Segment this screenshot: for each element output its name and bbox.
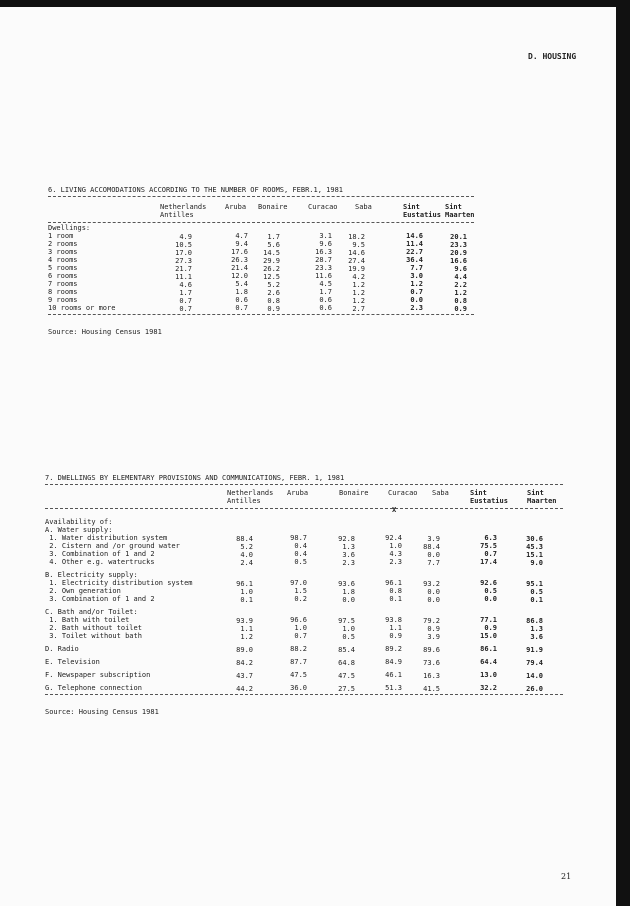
table-cell: 2.7 — [352, 305, 365, 313]
table-cell: 17.6 — [231, 248, 248, 256]
column-header: Bonaire — [258, 203, 288, 211]
table-cell: 86.1 — [480, 645, 497, 653]
table-cell: 0.4 — [294, 550, 307, 558]
row-label: 10 rooms or more — [48, 304, 116, 312]
table-cell: 45.3 — [526, 543, 543, 551]
table-cell: 11.1 — [175, 273, 192, 281]
table-cell: 0.8 — [267, 297, 280, 305]
table-cell: 2.3 — [342, 559, 355, 567]
mark: X — [392, 506, 397, 514]
table-cell: 28.7 — [315, 256, 332, 264]
table-cell: 27.3 — [175, 257, 192, 265]
table-title: 7. DWELLINGS BY ELEMENTARY PROVISIONS AND COMMUNICATIONS, FEBR. 1, 1981 — [45, 474, 345, 482]
table-cell: 5.2 — [267, 281, 280, 289]
table-cell: 96.6 — [290, 616, 307, 624]
table-cell: 4.6 — [179, 281, 192, 289]
table-cell: 0.7 — [484, 550, 497, 558]
table-cell: 96.1 — [385, 579, 402, 587]
table-cell: 64.8 — [338, 659, 355, 667]
table-cell: 21.4 — [231, 264, 248, 272]
divider — [45, 694, 563, 695]
table-cell: 26.0 — [526, 685, 543, 693]
table-cell: 14.0 — [526, 672, 543, 680]
table-cell: 0.0 — [410, 296, 423, 304]
table-cell: 89.6 — [423, 646, 440, 654]
table-cell: 1.7 — [179, 289, 192, 297]
table-cell: 19.9 — [348, 265, 365, 273]
table-cell: 4.4 — [454, 273, 467, 281]
table-cell: 0.5 — [530, 588, 543, 596]
table-cell: 0.8 — [454, 297, 467, 305]
column-header: Sint — [527, 489, 544, 497]
table-cell: 26.2 — [263, 265, 280, 273]
table-cell: 88.2 — [290, 645, 307, 653]
source-note: Source: Housing Census 1981 — [48, 328, 162, 336]
table-cell: 4.2 — [352, 273, 365, 281]
table-cell: 11.4 — [406, 240, 423, 248]
table-cell: 0.4 — [294, 542, 307, 550]
table-cell: 93.2 — [423, 580, 440, 588]
table-cell: 2.3 — [389, 558, 402, 566]
table-cell: 64.4 — [480, 658, 497, 666]
table-cell: 4.0 — [240, 551, 253, 559]
table-cell: 84.9 — [385, 658, 402, 666]
table-cell: 0.0 — [427, 596, 440, 604]
row-label: A. Water supply: — [45, 526, 113, 534]
table-cell: 0.5 — [294, 558, 307, 566]
row-label: 6 rooms — [48, 272, 78, 280]
table-cell: 1.0 — [342, 625, 355, 633]
table-cell: 0.7 — [179, 297, 192, 305]
row-label: 4. Other e.g. watertrucks — [45, 558, 155, 566]
table-cell: 0.0 — [484, 595, 497, 603]
table-cell: 2.3 — [410, 304, 423, 312]
table-cell: 98.7 — [290, 534, 307, 542]
column-header: Maarten — [527, 497, 557, 505]
scan-border-right — [616, 0, 630, 906]
table-cell: 79.4 — [526, 659, 543, 667]
table-cell: 0.6 — [319, 296, 332, 304]
column-header: Sint — [403, 203, 420, 211]
table-cell: 0.1 — [389, 595, 402, 603]
table-cell: 30.6 — [526, 535, 543, 543]
table-cell: 2.4 — [240, 559, 253, 567]
table-cell: 9.4 — [235, 240, 248, 248]
table-cell: 22.7 — [406, 248, 423, 256]
table-cell: 0.0 — [427, 588, 440, 596]
table-cell: 1.3 — [342, 543, 355, 551]
row-label: 1. Bath with toilet — [45, 616, 130, 624]
table-cell: 87.7 — [290, 658, 307, 666]
divider — [45, 508, 563, 509]
table-cell: 1.7 — [267, 233, 280, 241]
row-label: F. Newspaper subscription — [45, 671, 151, 679]
table-cell: 0.7 — [294, 632, 307, 640]
table-cell: 20.9 — [450, 249, 467, 257]
table-cell: 0.1 — [530, 596, 543, 604]
table-cell: 1.1 — [389, 624, 402, 632]
divider — [48, 314, 474, 315]
table-cell: 0.8 — [389, 587, 402, 595]
column-header: Bonaire — [339, 489, 369, 497]
table-cell: 4.7 — [235, 232, 248, 240]
table-cell: 88.4 — [236, 535, 253, 543]
table-cell: 5.4 — [235, 280, 248, 288]
table-cell: 3.6 — [342, 551, 355, 559]
table-cell: 46.1 — [385, 671, 402, 679]
table-cell: 36.4 — [406, 256, 423, 264]
row-label: D. Radio — [45, 645, 79, 653]
table-cell: 9.5 — [352, 241, 365, 249]
table-cell: 0.7 — [179, 305, 192, 313]
table-cell: 96.1 — [236, 580, 253, 588]
table-cell: 27.5 — [338, 685, 355, 693]
column-header: Saba — [432, 489, 449, 497]
table-cell: 4.9 — [179, 233, 192, 241]
table-cell: 0.9 — [267, 305, 280, 313]
table-cell: 1.0 — [240, 588, 253, 596]
divider — [45, 484, 563, 485]
column-header: Maarten — [445, 211, 475, 219]
table-cell: 17.4 — [480, 558, 497, 566]
row-label: 9 rooms — [48, 296, 78, 304]
table-cell: 10.5 — [175, 241, 192, 249]
table-cell: 12.0 — [231, 272, 248, 280]
row-label: G. Telephone connection — [45, 684, 142, 692]
table-cell: 1.2 — [352, 297, 365, 305]
column-header: Antilles — [227, 497, 261, 505]
table-cell: 51.3 — [385, 684, 402, 692]
column-header: Aruba — [225, 203, 247, 211]
table-cell: 16.3 — [423, 672, 440, 680]
table-cell: 11.6 — [315, 272, 332, 280]
table-cell: 1.2 — [352, 281, 365, 289]
table-cell: 92.6 — [480, 579, 497, 587]
table-cell: 0.9 — [389, 632, 402, 640]
table-cell: 23.3 — [315, 264, 332, 272]
table-cell: 14.6 — [406, 232, 423, 240]
table-cell: 0.2 — [294, 595, 307, 603]
table-cell: 14.6 — [348, 249, 365, 257]
table-cell: 15.0 — [480, 632, 497, 640]
table-cell: 16.3 — [315, 248, 332, 256]
table-cell: 26.3 — [231, 256, 248, 264]
table-cell: 0.5 — [342, 633, 355, 641]
table-cell: 79.2 — [423, 617, 440, 625]
table-cell: 47.5 — [290, 671, 307, 679]
row-label: 4 rooms — [48, 256, 78, 264]
source-note: Source: Housing Census 1981 — [45, 708, 159, 716]
row-label: 3. Combination of 1 and 2 — [45, 595, 155, 603]
table-cell: 4.3 — [389, 550, 402, 558]
table-cell: 5.6 — [267, 241, 280, 249]
table-cell: 1.0 — [294, 624, 307, 632]
table-cell: 32.2 — [480, 684, 497, 692]
table-cell: 18.2 — [348, 233, 365, 241]
table-cell: 2.2 — [454, 281, 467, 289]
column-header: Eustatius — [403, 211, 441, 219]
row-label: 2. Bath without toilet — [45, 624, 142, 632]
table-cell: 7.7 — [410, 264, 423, 272]
table-cell: 29.9 — [263, 257, 280, 265]
divider — [48, 222, 474, 223]
table-cell: 1.7 — [319, 288, 332, 296]
page-number: 21 — [561, 872, 572, 881]
table-cell: 16.6 — [450, 257, 467, 265]
table-cell: 5.2 — [240, 543, 253, 551]
column-header: Aruba — [287, 489, 309, 497]
row-label: 3 rooms — [48, 248, 78, 256]
table-cell: 93.8 — [385, 616, 402, 624]
column-header: Eustatius — [470, 497, 508, 505]
table-cell: 12.5 — [263, 273, 280, 281]
table-cell: 1.5 — [294, 587, 307, 595]
table-cell: 1.2 — [454, 289, 467, 297]
column-header: Saba — [355, 203, 372, 211]
table-cell: 36.0 — [290, 684, 307, 692]
table-cell: 47.5 — [338, 672, 355, 680]
table-cell: 23.3 — [450, 241, 467, 249]
column-header: Netherlands — [227, 489, 274, 497]
table-cell: 84.2 — [236, 659, 253, 667]
table-cell: 1.8 — [342, 588, 355, 596]
row-label: 2. Cistern and /or ground water — [45, 542, 180, 550]
table-cell: 6.3 — [484, 534, 497, 542]
table-cell: 17.0 — [175, 249, 192, 257]
table-cell: 97.0 — [290, 579, 307, 587]
table-cell: 1.1 — [240, 625, 253, 633]
table-cell: 0.9 — [484, 624, 497, 632]
column-header: Curacao — [388, 489, 418, 497]
table-cell: 9.6 — [319, 240, 332, 248]
table-cell: 20.1 — [450, 233, 467, 241]
table-cell: 89.2 — [385, 645, 402, 653]
column-header: Sint — [445, 203, 462, 211]
row-label: 2. Own generation — [45, 587, 121, 595]
table-cell: 0.5 — [484, 587, 497, 595]
table-cell: 0.6 — [319, 304, 332, 312]
table-cell: 75.5 — [480, 542, 497, 550]
table-cell: 9.0 — [530, 559, 543, 567]
group-label: Dwellings: — [48, 224, 91, 232]
table-cell: 73.6 — [423, 659, 440, 667]
table-cell: 3.0 — [410, 272, 423, 280]
table-cell: 85.4 — [338, 646, 355, 654]
table-cell: 0.6 — [235, 296, 248, 304]
table-cell: 21.7 — [175, 265, 192, 273]
scan-border-top — [0, 0, 630, 7]
table-cell: 14.5 — [263, 249, 280, 257]
table-cell: 92.8 — [338, 535, 355, 543]
table-cell: 7.7 — [427, 559, 440, 567]
table-cell: 91.9 — [526, 646, 543, 654]
table-cell: 43.7 — [236, 672, 253, 680]
table-cell: 2.6 — [267, 289, 280, 297]
table-cell: 3.9 — [427, 535, 440, 543]
table-cell: 93.9 — [236, 617, 253, 625]
row-label: 7 rooms — [48, 280, 78, 288]
table-cell: 0.9 — [427, 625, 440, 633]
table-cell: 89.0 — [236, 646, 253, 654]
row-label: B. Electricity supply: — [45, 571, 138, 579]
table-cell: 0.0 — [427, 551, 440, 559]
table-cell: 1.3 — [530, 625, 543, 633]
table-title: 6. LIVING ACCOMODATIONS ACCORDING TO THE NUMBER OF ROOMS, FEBR.1, 1981 — [48, 186, 344, 194]
table-cell: 97.5 — [338, 617, 355, 625]
table-cell: 9.6 — [454, 265, 467, 273]
table-cell: 0.7 — [235, 304, 248, 312]
column-header: Antilles — [160, 211, 194, 219]
table-cell: 93.6 — [338, 580, 355, 588]
table-cell: 1.8 — [235, 288, 248, 296]
column-header: Curacao — [308, 203, 338, 211]
table-cell: 95.1 — [526, 580, 543, 588]
table-cell: 3.6 — [530, 633, 543, 641]
row-label: 3. Combination of 1 and 2 — [45, 550, 155, 558]
table-cell: 0.0 — [342, 596, 355, 604]
row-label: 1 room — [48, 232, 74, 240]
divider — [48, 196, 474, 197]
table-cell: 4.5 — [319, 280, 332, 288]
row-label: C. Bath and/or Toilet: — [45, 608, 138, 616]
table-cell: 92.4 — [385, 534, 402, 542]
column-header: Netherlands — [160, 203, 207, 211]
table-cell: 0.1 — [240, 596, 253, 604]
table-cell: 27.4 — [348, 257, 365, 265]
table-cell: 86.8 — [526, 617, 543, 625]
table-cell: 15.1 — [526, 551, 543, 559]
table-cell: 1.2 — [410, 280, 423, 288]
table-cell: 1.0 — [389, 542, 402, 550]
row-label: 1. Water distribution system — [45, 534, 168, 542]
row-label: 2 rooms — [48, 240, 78, 248]
table-cell: 1.2 — [352, 289, 365, 297]
table-cell: 1.2 — [240, 633, 253, 641]
table-cell: 88.4 — [423, 543, 440, 551]
row-label: 1. Electricity distribution system — [45, 579, 193, 587]
row-label: E. Television — [45, 658, 100, 666]
table-cell: 77.1 — [480, 616, 497, 624]
row-label: 5 rooms — [48, 264, 78, 272]
table-cell: 0.7 — [410, 288, 423, 296]
column-header: Sint — [470, 489, 487, 497]
row-label: 8 rooms — [48, 288, 78, 296]
table-cell: 0.9 — [454, 305, 467, 313]
row-label: 3. Toilet without bath — [45, 632, 142, 640]
section-header: D. HOUSING — [528, 52, 577, 61]
table-cell: 13.0 — [480, 671, 497, 679]
table-cell: 41.5 — [423, 685, 440, 693]
group-label: Availability of: — [45, 518, 113, 526]
table-cell: 3.9 — [427, 633, 440, 641]
table-cell: 44.2 — [236, 685, 253, 693]
table-cell: 3.1 — [319, 232, 332, 240]
